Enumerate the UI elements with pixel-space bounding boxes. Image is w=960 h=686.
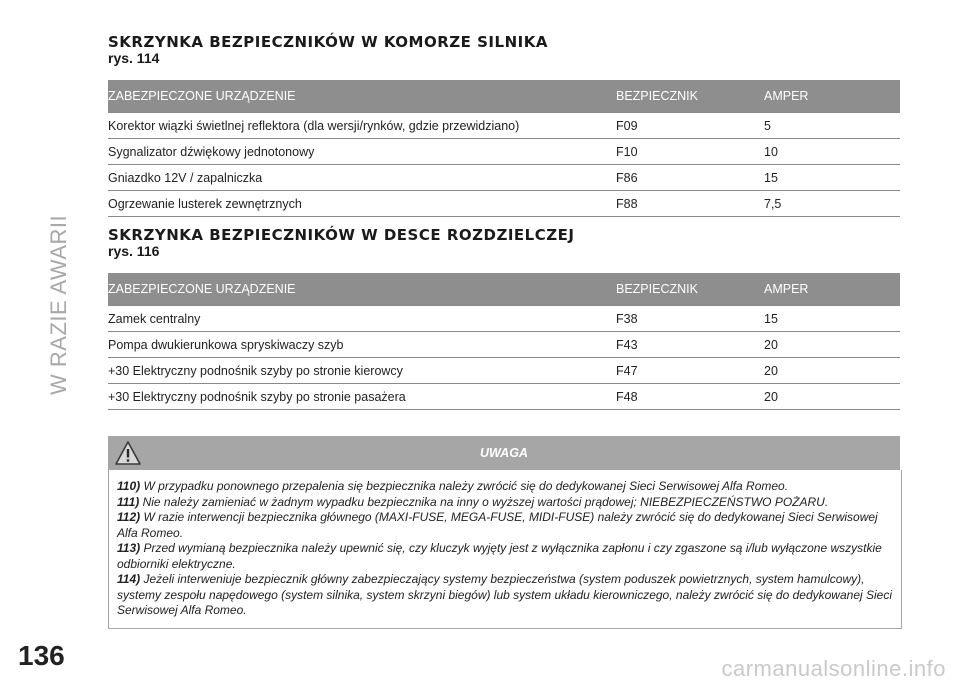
page-number: 136 [18, 640, 65, 671]
table-row [108, 165, 900, 191]
fuse-cell: F09 [616, 113, 764, 139]
note-text: W przypadku ponownego przepalenia się bezpiecznika należy zwrócić się do dedykowanej Sieci Serwisowej Alfa Romeo. [143, 479, 789, 493]
note-number: 114) [117, 572, 141, 586]
ampere-cell: 5 [764, 113, 900, 139]
fuse-cell: F48 [616, 384, 764, 410]
note-item [117, 495, 895, 511]
ampere-cell: 10 [764, 139, 900, 165]
fuse-cell: F86 [616, 165, 764, 191]
note-item [117, 479, 895, 495]
note-number: 110) [117, 479, 141, 493]
col-header-ampere: AMPER [764, 273, 900, 306]
device-cell: Sygnalizator dźwiękowy jednotonowy [108, 139, 616, 165]
device-cell: Zamek centralny [108, 306, 616, 332]
note-text: W razie interwencji bezpiecznika głównego (MAXI-FUSE, MEGA-FUSE, MIDI-FUSE) należy zwrócić się do dedykowanej Sieci Serwisowej Alfa Romeo. [117, 510, 878, 540]
fuse-cell: F47 [616, 358, 764, 384]
ampere-cell: 15 [764, 165, 900, 191]
warning-header [108, 436, 900, 470]
warning-notes [108, 470, 902, 629]
ampere-cell: 7,5 [764, 191, 900, 217]
ampere-cell: 15 [764, 306, 900, 332]
note-item [117, 572, 895, 619]
table-row [108, 306, 900, 332]
ampere-cell: 20 [764, 384, 900, 410]
note-text: Jeżeli interweniuje bezpiecznik główny zabezpieczający systemy bezpieczeństwa (system poduszek powietrznych, system hamulcowy), systemy zespołu napędowego (system silnika, system skrzyni biegów) lub system układu kierowniczego, należy zwrócić się do dedykowanej Sieci Serwisowej Alfa Romeo. [117, 572, 893, 617]
note-number: 112) [117, 510, 141, 524]
device-cell: Korektor wiązki świetlnej reflektora (dla wersji/rynków, gdzie przewidziano) [108, 113, 616, 139]
section-title-engine-fusebox: SKRZYNKA BEZPIECZNIKÓW W KOMORZE SILNIKA [108, 33, 548, 51]
watermark: carmanualsonline.info [721, 656, 946, 681]
table-row [108, 113, 900, 139]
col-header-fuse: BEZPIECZNIK [616, 80, 764, 113]
col-header-device: ZABEZPIECZONE URZĄDZENIE [108, 273, 616, 306]
fuse-table-dashboard [108, 273, 900, 410]
device-cell: Pompa dwukierunkowa spryskiwaczy szyb [108, 332, 616, 358]
chapter-side-label: W RAZIE AWARII [46, 214, 71, 395]
warning-title: UWAGA [480, 446, 528, 460]
section-subtitle-engine-fusebox: rys. 114 [108, 50, 160, 66]
fuse-cell: F10 [616, 139, 764, 165]
note-item [117, 541, 895, 572]
ampere-cell: 20 [764, 358, 900, 384]
device-cell: +30 Elektryczny podnośnik szyby po stronie kierowcy [108, 358, 616, 384]
note-text: Nie należy zamieniać w żadnym wypadku bezpiecznika na inny o wyższej wartości prądowej; NIEBEZPIECZEŃSTWO POŻARU. [142, 494, 829, 509]
col-header-fuse: BEZPIECZNIK [616, 273, 764, 306]
table-header-row [108, 273, 900, 306]
device-cell: +30 Elektryczny podnośnik szyby po stronie pasażera [108, 384, 616, 410]
fuse-cell: F38 [616, 306, 764, 332]
note-text: Przed wymianą bezpiecznika należy upewnić się, czy kluczyk wyjęty jest z wyłącznika zapłonu i czy zgaszone są i/lub wyłączone wszystkie odbiorniki elektryczne. [117, 541, 882, 571]
table-row [108, 191, 900, 217]
col-header-device: ZABEZPIECZONE URZĄDZENIE [108, 80, 616, 113]
table-row [108, 384, 900, 410]
fuse-table-engine [108, 80, 900, 217]
ampere-cell: 20 [764, 332, 900, 358]
device-cell: Ogrzewanie lusterek zewnętrznych [108, 191, 616, 217]
col-header-ampere: AMPER [764, 80, 900, 113]
note-number: 113) [117, 541, 141, 555]
table-row [108, 358, 900, 384]
note-item [117, 510, 895, 541]
section-subtitle-dashboard-fusebox: rys. 116 [108, 243, 160, 259]
fuse-cell: F43 [616, 332, 764, 358]
fuse-cell: F88 [616, 191, 764, 217]
device-cell: Gniazdko 12V / zapalniczka [108, 165, 616, 191]
table-header-row [108, 80, 900, 113]
table-row [108, 139, 900, 165]
note-number: 111) [117, 494, 140, 509]
section-title-dashboard-fusebox: SKRZYNKA BEZPIECZNIKÓW W DESCE ROZDZIELCZEJ [108, 226, 575, 244]
table-row [108, 332, 900, 358]
page-content [108, 34, 900, 629]
